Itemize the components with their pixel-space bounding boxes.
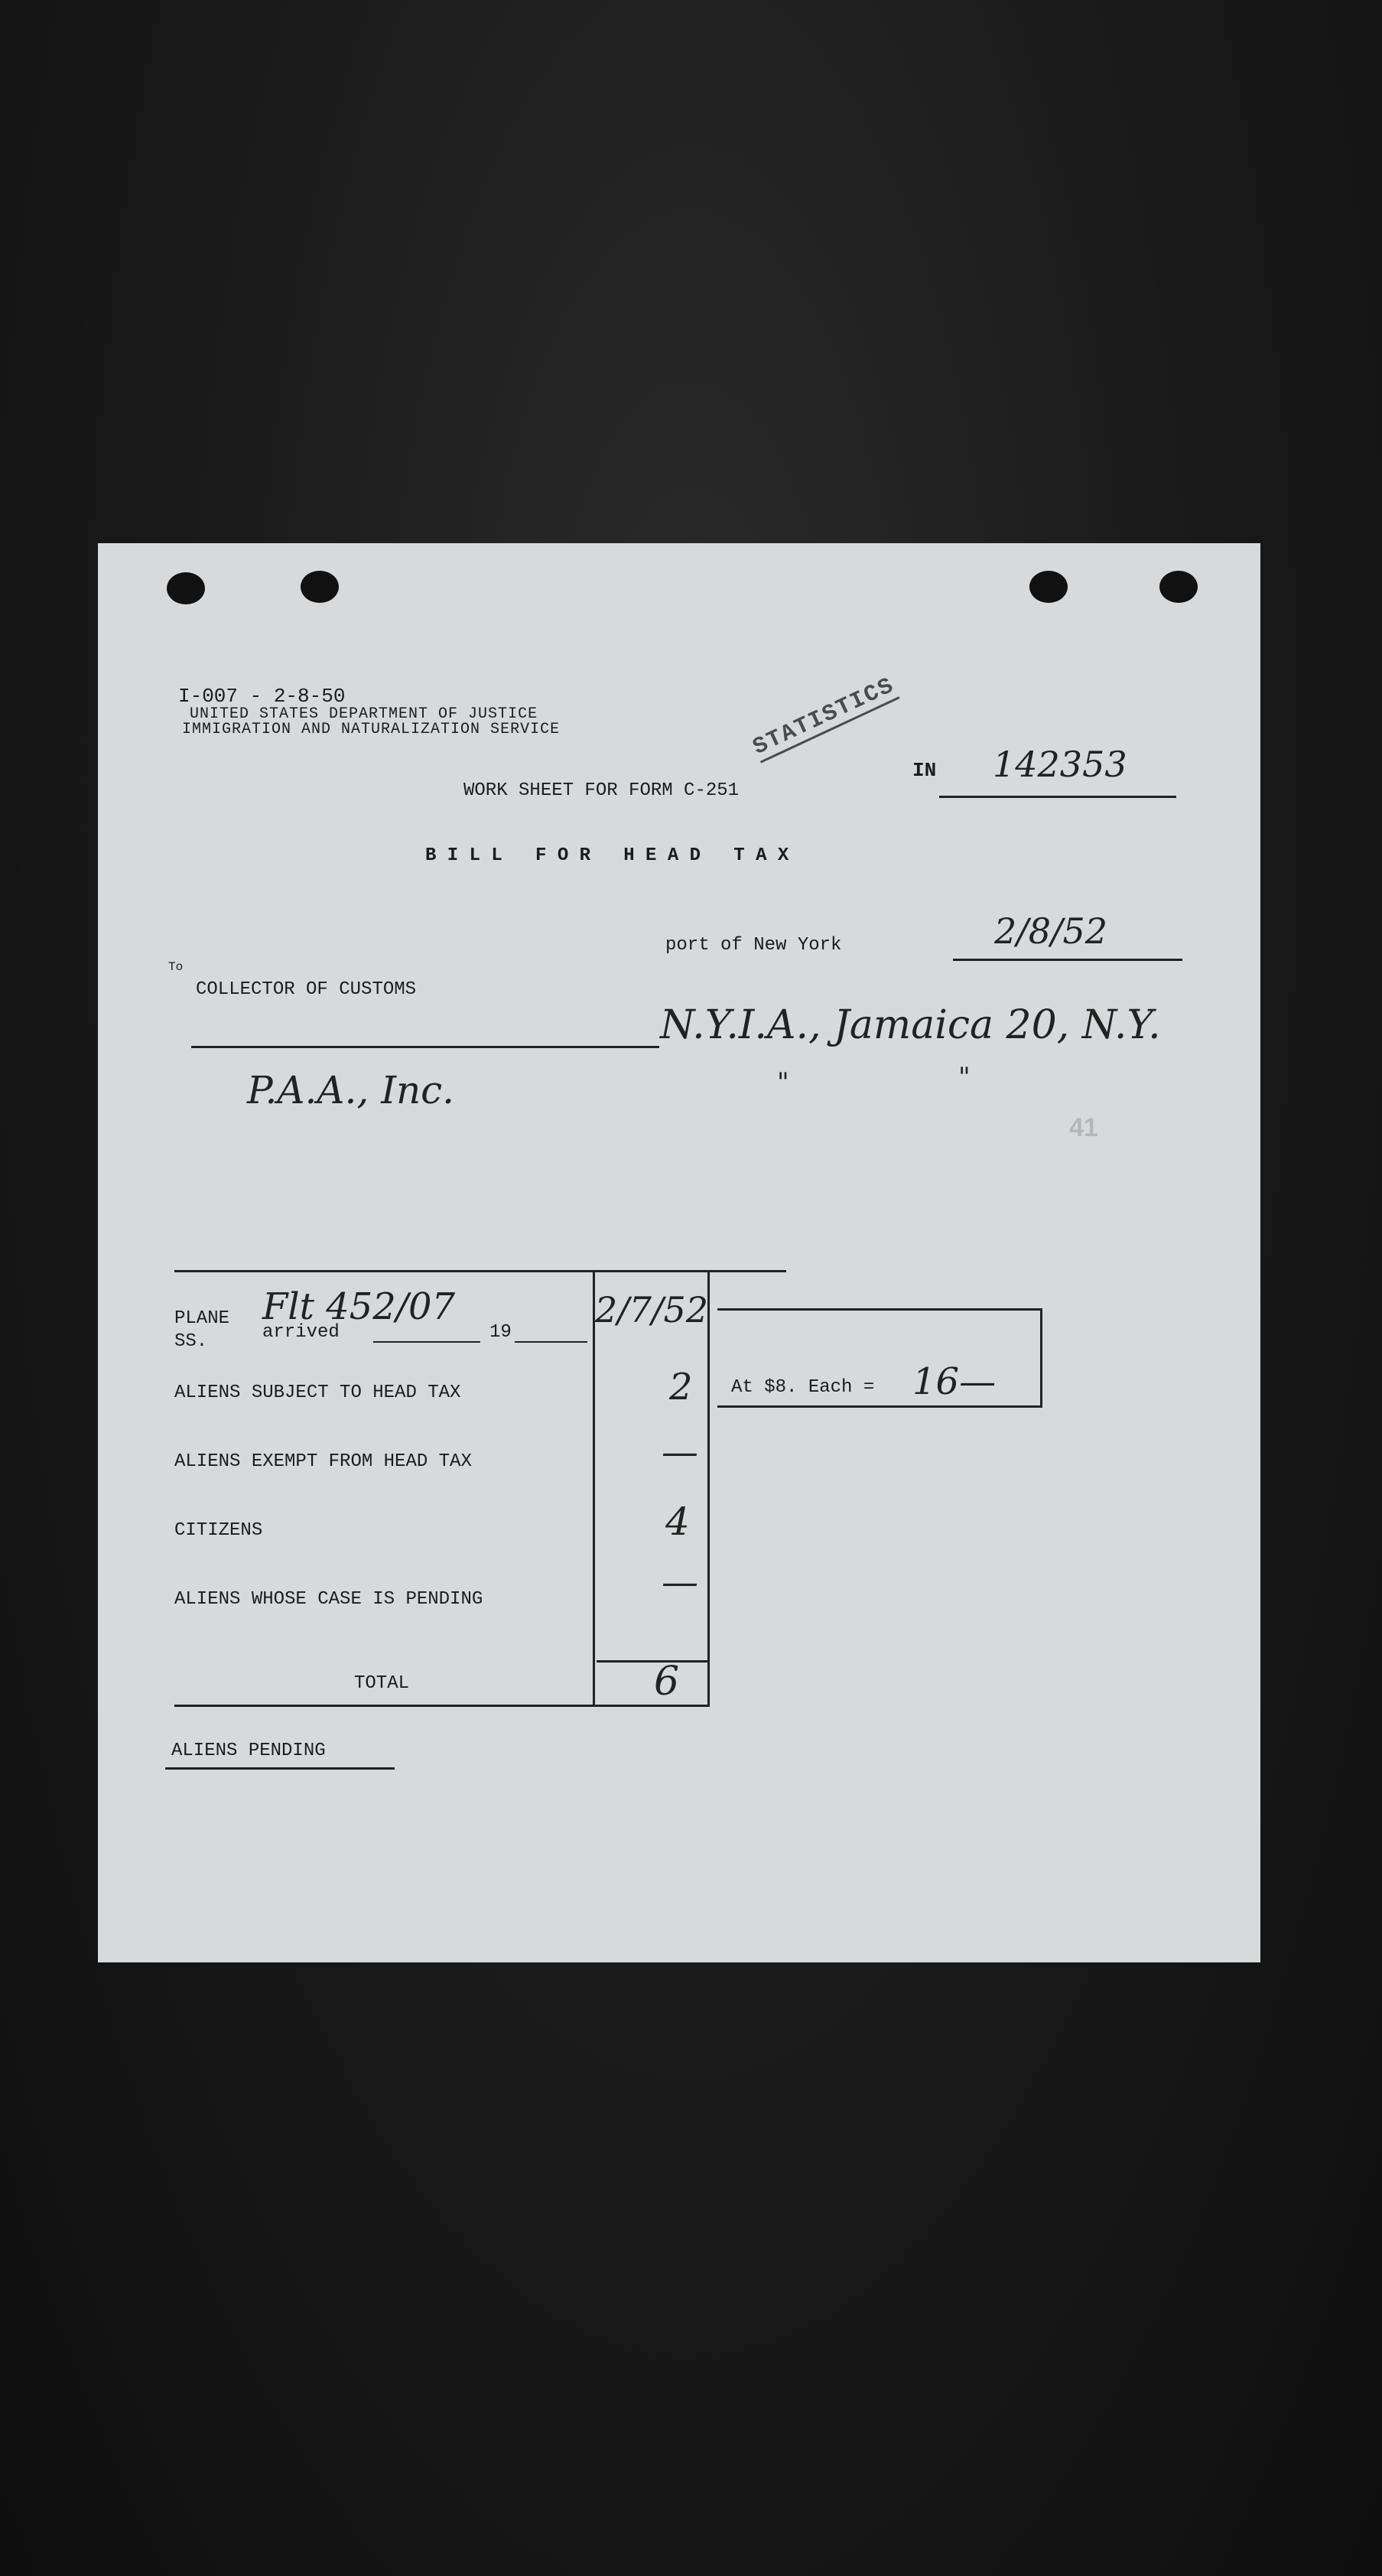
faint-number: 41 xyxy=(1069,1113,1098,1142)
punch-hole xyxy=(1159,571,1198,603)
collector-label: COLLECTOR OF CUSTOMS xyxy=(196,979,417,1000)
year-prefix: 19 xyxy=(489,1322,512,1343)
table-divider xyxy=(593,1270,595,1706)
aliens-pending-label: ALIENS PENDING xyxy=(171,1741,326,1761)
table-bottom-border xyxy=(174,1705,710,1707)
document-page xyxy=(98,543,1260,1962)
table-right-border xyxy=(707,1270,710,1706)
row-value-citizens: 4 xyxy=(665,1500,690,1544)
punch-hole xyxy=(1029,571,1068,603)
row-label-exempt: ALIENS EXEMPT FROM HEAD TAX xyxy=(174,1451,472,1472)
aliens-pending-underline xyxy=(165,1767,395,1770)
document-date: 2/8/52 xyxy=(994,910,1108,952)
ditto-mark-1: " xyxy=(777,1067,789,1098)
row-label-subject: ALIENS SUBJECT TO HEAD TAX xyxy=(174,1382,461,1403)
port-label: port of New York xyxy=(665,935,842,956)
table-top-border xyxy=(174,1270,786,1272)
row-label-citizens: CITIZENS xyxy=(174,1520,263,1541)
tax-box-bottom xyxy=(717,1405,1042,1408)
total-separator xyxy=(597,1660,707,1663)
row-label-pending: ALIENS WHOSE CASE IS PENDING xyxy=(174,1589,483,1610)
tax-amount: 16— xyxy=(912,1360,997,1403)
worksheet-title: WORK SHEET FOR FORM C-251 xyxy=(463,780,740,801)
location-handwritten: N.Y.I.A., Jamaica 20, N.Y. xyxy=(660,1002,1161,1048)
company-handwritten: P.A.A., Inc. xyxy=(247,1068,455,1112)
ditto-mark-2: " xyxy=(958,1062,971,1093)
total-value: 6 xyxy=(654,1659,680,1705)
tax-rate-label: At $8. Each = xyxy=(731,1377,875,1398)
statistics-stamp: STATISTICS xyxy=(750,672,900,763)
ss-label: SS. xyxy=(174,1331,208,1352)
collector-underline xyxy=(191,1046,659,1048)
total-label: TOTAL xyxy=(354,1673,410,1694)
arrived-underline xyxy=(373,1341,480,1343)
in-number: 142353 xyxy=(993,744,1127,785)
tax-box-right xyxy=(1040,1308,1042,1408)
agency-line-2: IMMIGRATION AND NATURALIZATION SERVICE xyxy=(182,721,561,738)
row-value-subject: 2 xyxy=(669,1366,693,1408)
bill-title: B I L L F O R H E A D T A X xyxy=(425,845,789,866)
agency-line-1: UNITED STATES DEPARTMENT OF JUSTICE xyxy=(190,705,538,723)
plane-label: PLANE xyxy=(174,1308,230,1329)
punch-hole xyxy=(167,572,205,604)
form-code: I-007 - 2-8-50 xyxy=(178,685,346,708)
row-value-exempt: — xyxy=(662,1431,698,1474)
to-prefix: To xyxy=(168,960,184,974)
punch-hole xyxy=(301,571,339,603)
tax-box-top xyxy=(717,1308,1042,1311)
arrived-label: arrived xyxy=(262,1322,340,1343)
in-label: IN xyxy=(912,759,937,782)
arrival-date: 2/7/52 xyxy=(595,1289,709,1330)
in-underline xyxy=(939,796,1176,798)
row-value-pending: — xyxy=(662,1561,698,1604)
flight-handwritten: Flt 452/07 xyxy=(262,1285,456,1328)
year-underline xyxy=(515,1341,587,1343)
date-underline xyxy=(953,959,1182,961)
